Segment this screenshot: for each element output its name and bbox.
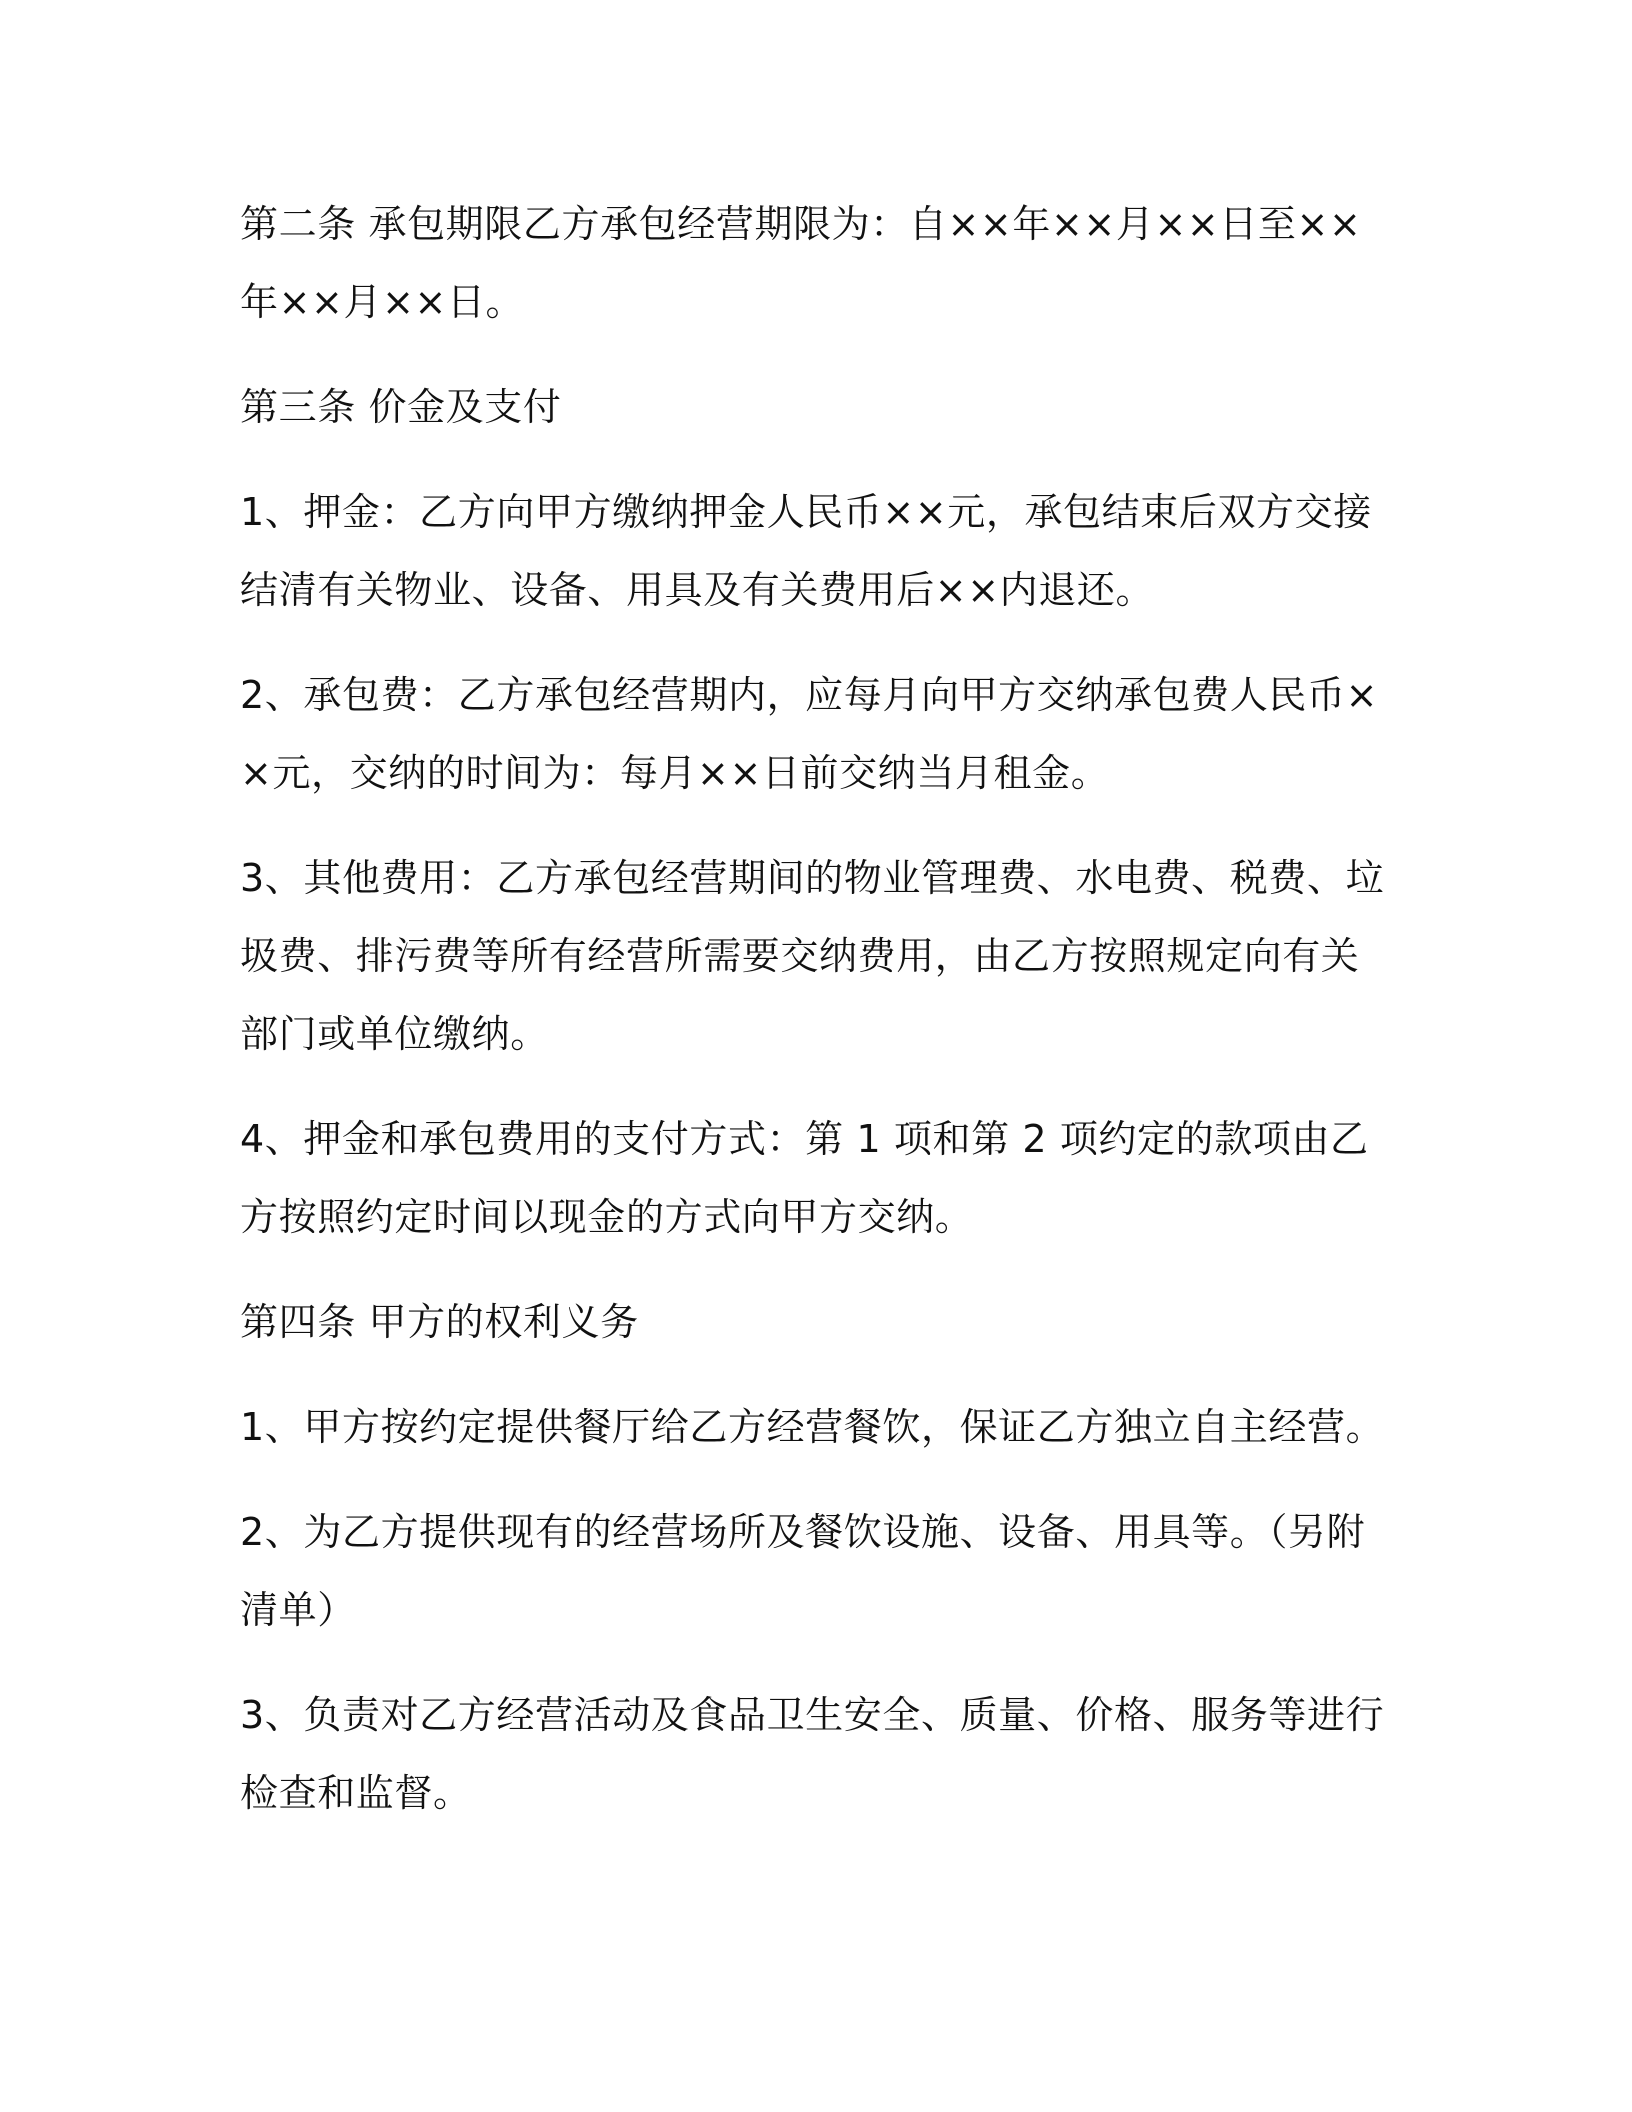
clause-provide-facilities: 2、为乙方提供现有的经营场所及餐饮设施、设备、用具等。（另附清单） [240,1510,1366,1632]
clause-inspection: 3、负责对乙方经营活动及食品卫生安全、质量、价格、服务等进行检查和监督。 [240,1693,1385,1815]
article-4-heading: 第四条 甲方的权利义务 [240,1300,639,1344]
article-3-heading: 第三条 价金及支付 [240,385,562,429]
clause-contract-fee: 2、承包费：乙方承包经营期内，应每月向甲方交纳承包费人民币××元，交纳的时间为：每月××日前交纳当月租金。 [240,673,1379,795]
clause-other-fees: 3、其他费用：乙方承包经营期间的物业管理费、水电费、税费、垃圾费、排污费等所有经营所需要交纳费用，由乙方按照规定向有关部门或单位缴纳。 [240,856,1385,1056]
clause-provide-restaurant: 1、甲方按约定提供餐厅给乙方经营餐饮，保证乙方独立自主经营。 [240,1405,1385,1449]
clause-payment-method: 4、押金和承包费用的支付方式：第 1 项和第 2 项约定的款项由乙方按照约定时间以现金的方式向甲方交纳。 [240,1117,1369,1239]
document-body [240,185,1390,1859]
article-2-term: 第二条 承包期限乙方承包经营期限为：自××年××月××日至××年××月××日。 [240,202,1362,324]
clause-deposit: 1、押金：乙方向甲方缴纳押金人民币××元，承包结束后双方交接结清有关物业、设备、用具及有关费用后××内退还。 [240,490,1372,612]
